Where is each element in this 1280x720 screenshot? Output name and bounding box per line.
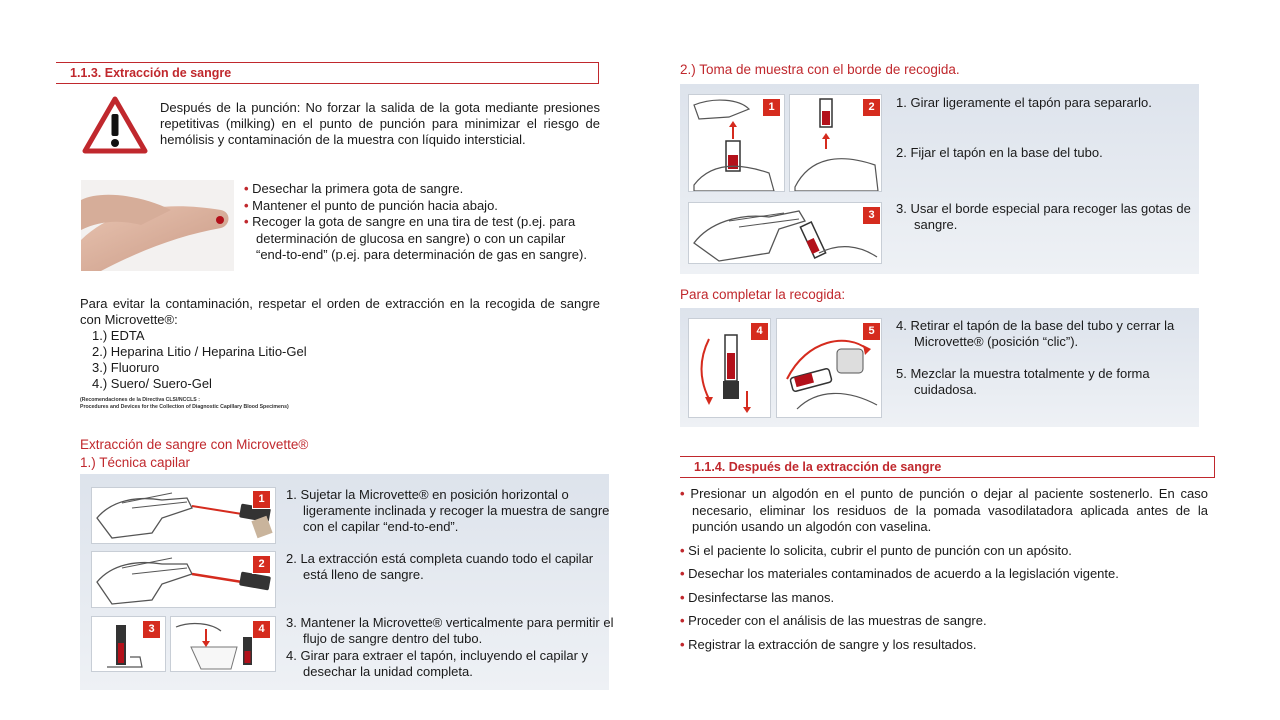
capilar-step-1: 1. Sujetar la Microvette® en posición horizontal o ligeramente inclinada y recoger la muestra de sangre con el capilar “end-to-end”.	[286, 487, 610, 534]
list-item: 1.) EDTA	[92, 328, 145, 343]
capilar-photo-1	[91, 487, 276, 544]
microvette-title: Extracción de sangre con Microvette®	[80, 437, 309, 452]
list-item: • Desechar la primera gota de sangre.	[244, 181, 464, 196]
step-badge-2: 2	[252, 555, 271, 574]
finger-photo	[81, 180, 234, 271]
list-item: • Presionar un algodón en el punto de punción o dejar al paciente sostenerlo. En caso necesario, eliminar los residuos de la pomada vasodilatadora aplicada antes de la punción usando un algodón con vaselina.	[680, 486, 1208, 534]
borde-title: 2.) Toma de muestra con el borde de recogida.	[680, 62, 960, 77]
after-bullets	[680, 486, 1208, 653]
borde-step-1: 1. Girar ligeramente el tapón para separarlo.	[896, 95, 1152, 110]
completar-badge-5: 5	[862, 322, 881, 341]
capilar-title: 1.) Técnica capilar	[80, 455, 191, 470]
order-intro: Para evitar la contaminación, respetar el orden de extracción en la recogida de sangre con Microvette®:	[80, 296, 600, 327]
borde-badge-1: 1	[762, 98, 781, 117]
order-list	[92, 328, 492, 392]
borde-photo-3	[688, 202, 882, 264]
section-title-extraccion: 1.1.3. Extracción de sangre	[56, 62, 599, 84]
completar-step-4: 4. Retirar el tapón de la base del tubo y cerrar la Microvette® (posición “clic”).	[896, 318, 1175, 349]
capilar-photo-2	[91, 551, 276, 608]
warning-text: Después de la punción: No forzar la salida de la gota mediante presiones repetitivas (milking) en el punto de punción para minimizar el riesgo de hemólisis y contaminación de la muestra con líquido intersticial.	[160, 100, 600, 147]
footnote: (Recomendaciones de la Directiva CLSI/NCCLS : Procedures and Devices for the Collection of Diagnostic Capillary Blood Specimens)	[80, 397, 289, 410]
step-badge-4: 4	[252, 620, 271, 639]
borde-badge-3: 3	[862, 206, 881, 225]
capilar-step-4: 4. Girar para extraer el tapón, incluyendo el capilar y desechar la unidad completa.	[286, 648, 589, 679]
section-title-despues: 1.1.4. Después de la extracción de sangre	[680, 456, 1215, 478]
list-item: 4.) Suero/ Suero-Gel	[92, 376, 212, 391]
list-item: • Si el paciente lo solicita, cubrir el punto de punción con un apósito.	[680, 542, 1072, 558]
step-badge-1: 1	[252, 490, 271, 509]
list-item: • Recoger la gota de sangre en una tira de test (p.ej. para determinación de glucosa en sangre) o con un capilar “end-to-end” (p.ej. para determinación de gas en sangre).	[244, 214, 587, 262]
borde-badge-2: 2	[862, 98, 881, 117]
completar-title: Para completar la recogida:	[680, 287, 846, 302]
finger-bullets	[244, 181, 589, 264]
warning-icon	[82, 96, 148, 154]
borde-step-2: 2. Fijar el tapón en la base del tubo.	[896, 145, 1103, 160]
capilar-step-3: 3. Mantener la Microvette® verticalmente para permitir el flujo de sangre dentro del tubo.	[286, 615, 614, 646]
list-item: • Desinfectarse las manos.	[680, 589, 835, 605]
list-item: • Registrar la extracción de sangre y los resultados.	[680, 636, 977, 652]
step-badge-3: 3	[142, 620, 161, 639]
borde-step-3: 3. Usar el borde especial para recoger las gotas de sangre.	[896, 201, 1191, 232]
completar-step-5: 5. Mezclar la muestra totalmente y de forma cuidadosa.	[896, 366, 1150, 397]
list-item: 2.) Heparina Litio / Heparina Litio-Gel	[92, 344, 307, 359]
list-item: • Mantener el punto de punción hacia abajo.	[244, 197, 498, 213]
list-item: • Desechar los materiales contaminados de acuerdo a la legislación vigente.	[680, 566, 1119, 581]
completar-badge-4: 4	[750, 322, 769, 341]
list-item: • Proceder con el análisis de las muestras de sangre.	[680, 613, 987, 628]
capilar-step-2: 2. La extracción está completa cuando todo el capilar está lleno de sangre.	[286, 551, 594, 582]
list-item: 3.) Fluoruro	[92, 360, 160, 375]
